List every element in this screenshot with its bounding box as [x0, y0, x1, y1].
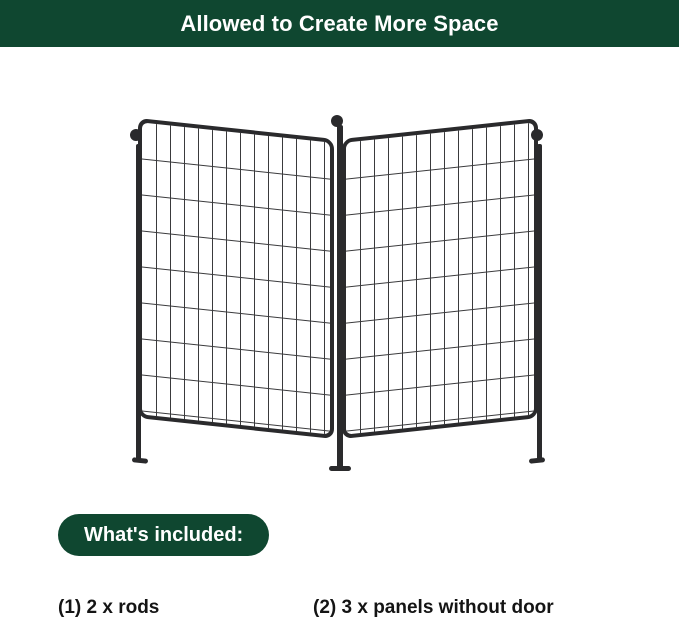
product-image-area: [0, 47, 679, 497]
header-banner: [0, 0, 679, 47]
fence-post-left: [136, 144, 141, 462]
wire-mesh-grid: [142, 122, 330, 434]
page-title: Allowed to Create More Space: [180, 10, 499, 36]
fence-panel-left: [138, 118, 334, 439]
fence-panel-frame: [342, 118, 538, 439]
fence-illustration: [110, 117, 570, 477]
fence-finial-left-icon: [130, 129, 142, 141]
fence-foot-left: [132, 457, 148, 464]
fence-panel-right: [342, 118, 538, 439]
fence-hinge-post: [337, 125, 343, 470]
wire-mesh-grid: [346, 122, 534, 434]
whats-included-badge: [58, 514, 269, 556]
fence-foot-center: [329, 466, 351, 471]
list-item: (2) 3 x panels without door: [313, 597, 554, 618]
list-item: (1) 2 x rods: [58, 597, 160, 618]
fence-foot-right: [529, 457, 545, 464]
whats-included-label: What's included:: [84, 524, 244, 546]
fence-panel-frame: [138, 118, 334, 439]
fence-finial-center-icon: [331, 115, 343, 127]
fence-post-right: [537, 144, 542, 462]
included-items-list: [0, 594, 679, 627]
fence-finial-right-icon: [531, 129, 543, 141]
